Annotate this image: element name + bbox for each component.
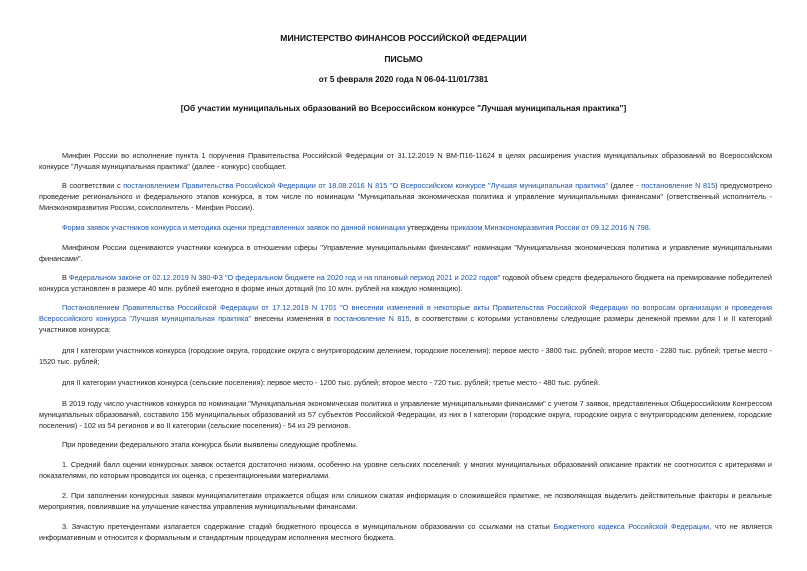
- paragraph-8: для II категории участников конкурса (сельские поселения): первое место - 1200 тыс. рублей; второе место - 720 тыс. рублей; третье место - 480 тыс. рублей.: [62, 378, 600, 387]
- link-budget-code[interactable]: Бюджетного кодекса Российской Федерации: [553, 522, 710, 531]
- link-decree-815[interactable]: постановлением Правительства Российской Федерации от 18.08.2016 N 815 "О Всероссийском конкурсе "Лучшая муниципальная практика": [123, 181, 608, 190]
- paragraph-4: Минфином России оцениваются участники конкурса в отношении сферы "Управление муниципальными финансами" номинации "Муниципальная экономическая политика и управление муниципальными финансами".: [39, 243, 772, 263]
- paragraph-3: Форма заявок участников конкурса и методика оценки представленных заявок по данной номинации утверждены приказом Минэкономразвития России от 09.12.2016 N 798.: [62, 223, 651, 232]
- document-subject: [Об участии муниципальных образований во Всероссийском конкурсе "Лучшая муниципальная практика"]: [180, 103, 627, 113]
- paragraph-5: В Федеральном законе от 02.12.2019 N 380-ФЗ "О федеральном бюджете на 2020 год и на плановый период 2021 и 2022 годов" годовой объем средств федерального бюджета на премирование победителей конкурса установлен в размере 40 млн. рублей ежегодно в форме иных дотаций (по 10 млн. рублей на каждую номинацию).: [39, 273, 772, 293]
- paragraph-11: 1. Средний балл оценки конкурсных заявок остается достаточно низким, особенно на уровне сельских поселений: у многих муниципальных образований описание практик не соотносится с критериями и показателями, по которым проводится их оценка, с презентационными материалами.: [39, 460, 772, 480]
- document-date-number: от 5 февраля 2020 года N 06-04-11/01/7381: [318, 75, 489, 84]
- paragraph-13: 3. Зачастую претендентами излагается содержание стадий бюджетного процесса в муниципальном образовании со ссылками на статьи Бюджетного кодекса Российской Федерации, что не является информативным и относится к формальным и стандартным процедурам исполнения местного бюджета.: [39, 522, 772, 542]
- link-order-798[interactable]: приказом Минэкономразвития России от 09.12.2016 N 798: [450, 223, 649, 232]
- paragraph-2: В соответствии с постановлением Правительства Российской Федерации от 18.08.2016 N 815 "О Всероссийском конкурсе "Лучшая муниципальная практика" (далее - постановление N 815) предусмотрено проведение регионального и федерального этапов конкурса, в том числе по номинации "Муниципальная экономическая политика и управление муниципальными финансами" (ответственный исполнитель - Минэкономразвития России, соисполнитель - Минфин России).: [39, 181, 772, 212]
- link-decree-1701[interactable]: Постановлением Правительства Российской Федерации от 17.12.2019 N 1701 "О внесении изменений в некоторые акты Правительства Российской Федерации по вопросам организации и проведения Всероссийского конкурса "Лучшая муниципальная практика": [39, 303, 772, 323]
- link-federal-law-380[interactable]: Федеральном законе от 02.12.2019 N 380-ФЗ "О федеральном бюджете на 2020 год и на плановый период 2021 и 2022 годов": [68, 273, 501, 282]
- link-decree-815-amended[interactable]: постановление N 815: [334, 314, 410, 323]
- link-application-form[interactable]: Форма заявок участников конкурса и методика оценки представленных заявок по данной номинации: [62, 223, 406, 232]
- paragraph-1: Минфин России во исполнение пункта 1 поручения Правительства Российской Федерации от 31.12.2019 N ВМ-П16-11624 в целях расширения участия муниципальных образований во Всероссийском конкурсе "Лучшая муниципальная практика" (далее - конкурс) сообщает.: [39, 151, 772, 171]
- document-type-heading: ПИСЬМО: [384, 54, 423, 64]
- paragraph-9: В 2019 году число участников конкурса по номинации "Муниципальная экономическая политика и управление муниципальными финансами" с учетом 7 заявок, представленных Общероссийским Конгрессом муниципальных образований, составило 156 муниципальных образований из 57 субъектов Российской Федерации, из них в I категории (городские округа, городские округа с внутригородским делением, городские поселения) - 102 из 54 регионов и во II категории (сельские поселения) - 54 из 29 регионов.: [39, 399, 772, 430]
- link-decree-815-short[interactable]: постановление N 815: [641, 181, 716, 190]
- document-body: [39, 150, 772, 543]
- paragraph-10: При проведении федерального этапа конкурса были выявлены следующие проблемы.: [62, 440, 358, 449]
- paragraph-12: 2. При заполнении конкурсных заявок муниципалитетами отражается общая или слишком сжатая информация о сложившейся практике, не позволяющая выделить действительные факторы и реальные мероприятия, повлиявшие на улучшение качества управления муниципальными финансами.: [39, 491, 772, 511]
- paragraph-7: для I категории участников конкурса (городские округа, городские округа с внутригородским делением, городские поселения): первое место - 3800 тыс. рублей; второе место - 2280 тыс. рублей; третье место - 1520 тыс. рублей;: [39, 346, 772, 366]
- paragraph-6: Постановлением Правительства Российской Федерации от 17.12.2019 N 1701 "О внесении изменений в некоторые акты Правительства Российской Федерации по вопросам организации и проведения Всероссийского конкурса "Лучшая муниципальная практика" внесены изменения в постановление N 815, в соответствии с которыми установлены следующие размеры денежной премии для I и II категорий участников конкурса:: [39, 303, 772, 334]
- ministry-heading: МИНИСТЕРСТВО ФИНАНСОВ РОССИЙСКОЙ ФЕДЕРАЦИИ: [280, 33, 527, 43]
